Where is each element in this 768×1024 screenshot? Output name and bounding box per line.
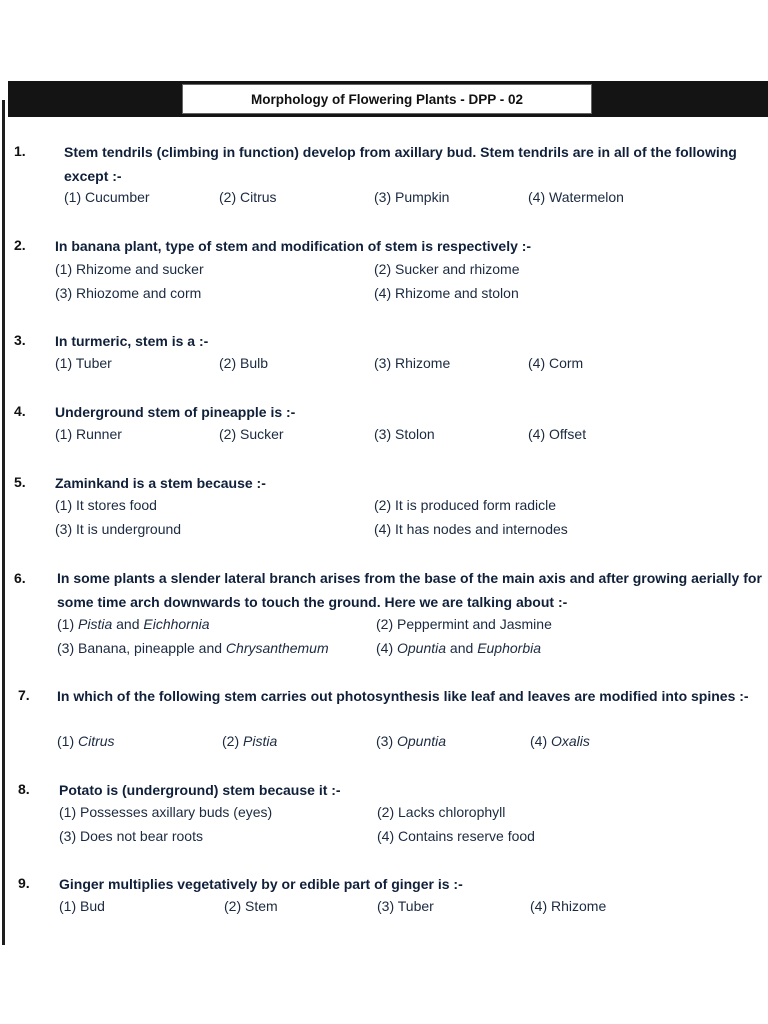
question-number: 7. bbox=[18, 687, 30, 703]
option: (2) Bulb bbox=[219, 355, 269, 371]
option: (4) Oxalis bbox=[530, 733, 590, 749]
option: (4) It has nodes and internodes bbox=[374, 521, 568, 537]
option: (3) Does not bear roots bbox=[59, 828, 203, 844]
question-text: Potato is (underground) stem because it :- bbox=[59, 782, 341, 798]
option: (4) Rhizome and stolon bbox=[374, 285, 519, 301]
question-text: In banana plant, type of stem and modification of stem is respectively :- bbox=[55, 238, 532, 254]
option: (2) Lacks chlorophyll bbox=[377, 804, 506, 820]
option: (2) Peppermint and Jasmine bbox=[376, 616, 552, 632]
option: (1) Bud bbox=[59, 898, 105, 914]
question-text: Stem tendrils (climbing in function) develop from axillary bud. Stem tendrils are in all of the following except :- bbox=[64, 144, 737, 184]
question-text: In some plants a slender lateral branch arises from the base of the main axis and after growing aerially for some time arch downwards to touch the ground. Here we are talking about :- bbox=[57, 570, 762, 610]
option: (3) Stolon bbox=[374, 426, 435, 442]
question-number: 5. bbox=[14, 474, 26, 490]
option: (2) Sucker and rhizome bbox=[374, 261, 520, 277]
option: (1) Rhizome and sucker bbox=[55, 261, 204, 277]
option: (1) Citrus bbox=[57, 733, 115, 749]
question-text: Zaminkand is a stem because :- bbox=[55, 475, 266, 491]
option: (2) Sucker bbox=[219, 426, 284, 442]
option: (3) Rhizome bbox=[374, 355, 451, 371]
option: (3) It is underground bbox=[55, 521, 182, 537]
option: (1) Pistia and Eichhornia bbox=[57, 616, 210, 632]
page-left-border bbox=[2, 100, 5, 945]
option: (2) It is produced form radicle bbox=[374, 497, 557, 513]
option: (4) Corm bbox=[528, 355, 584, 371]
question-number: 2. bbox=[14, 237, 26, 253]
option: (2) Citrus bbox=[219, 189, 277, 205]
option: (4) Watermelon bbox=[528, 189, 624, 205]
option: (4) Offset bbox=[528, 426, 587, 442]
option: (3) Banana, pineapple and Chrysanthemum bbox=[57, 640, 329, 656]
option: (4) Contains reserve food bbox=[377, 828, 535, 844]
option: (2) Stem bbox=[224, 898, 278, 914]
option: (3) Opuntia bbox=[376, 733, 447, 749]
option: (1) Runner bbox=[55, 426, 122, 442]
question-number: 6. bbox=[14, 570, 26, 586]
option: (3) Pumpkin bbox=[374, 189, 450, 205]
option: (1) Cucumber bbox=[64, 189, 150, 205]
option: (1) Tuber bbox=[55, 355, 112, 371]
question-text: Ginger multiplies vegetatively by or edible part of ginger is :- bbox=[59, 876, 463, 892]
question-number: 4. bbox=[14, 403, 26, 419]
option: (1) Possesses axillary buds (eyes) bbox=[59, 804, 273, 820]
question-number: 3. bbox=[14, 332, 26, 348]
question-text: In which of the following stem carries out photosynthesis like leaf and leaves are modified into spines :- bbox=[57, 688, 749, 704]
question-text: Underground stem of pineapple is :- bbox=[55, 404, 296, 420]
question-number: 1. bbox=[14, 143, 26, 159]
option: (2) Pistia bbox=[222, 733, 278, 749]
option: (4) Rhizome bbox=[530, 898, 607, 914]
question-number: 8. bbox=[18, 781, 30, 797]
option: (4) Opuntia and Euphorbia bbox=[376, 640, 542, 656]
option: (1) It stores food bbox=[55, 497, 157, 513]
question-text: In turmeric, stem is a :- bbox=[55, 333, 209, 349]
option: (3) Tuber bbox=[377, 898, 434, 914]
question-number: 9. bbox=[18, 875, 30, 891]
option: (3) Rhiozome and corm bbox=[55, 285, 202, 301]
page-title: Morphology of Flowering Plants - DPP - 02 bbox=[182, 84, 592, 114]
